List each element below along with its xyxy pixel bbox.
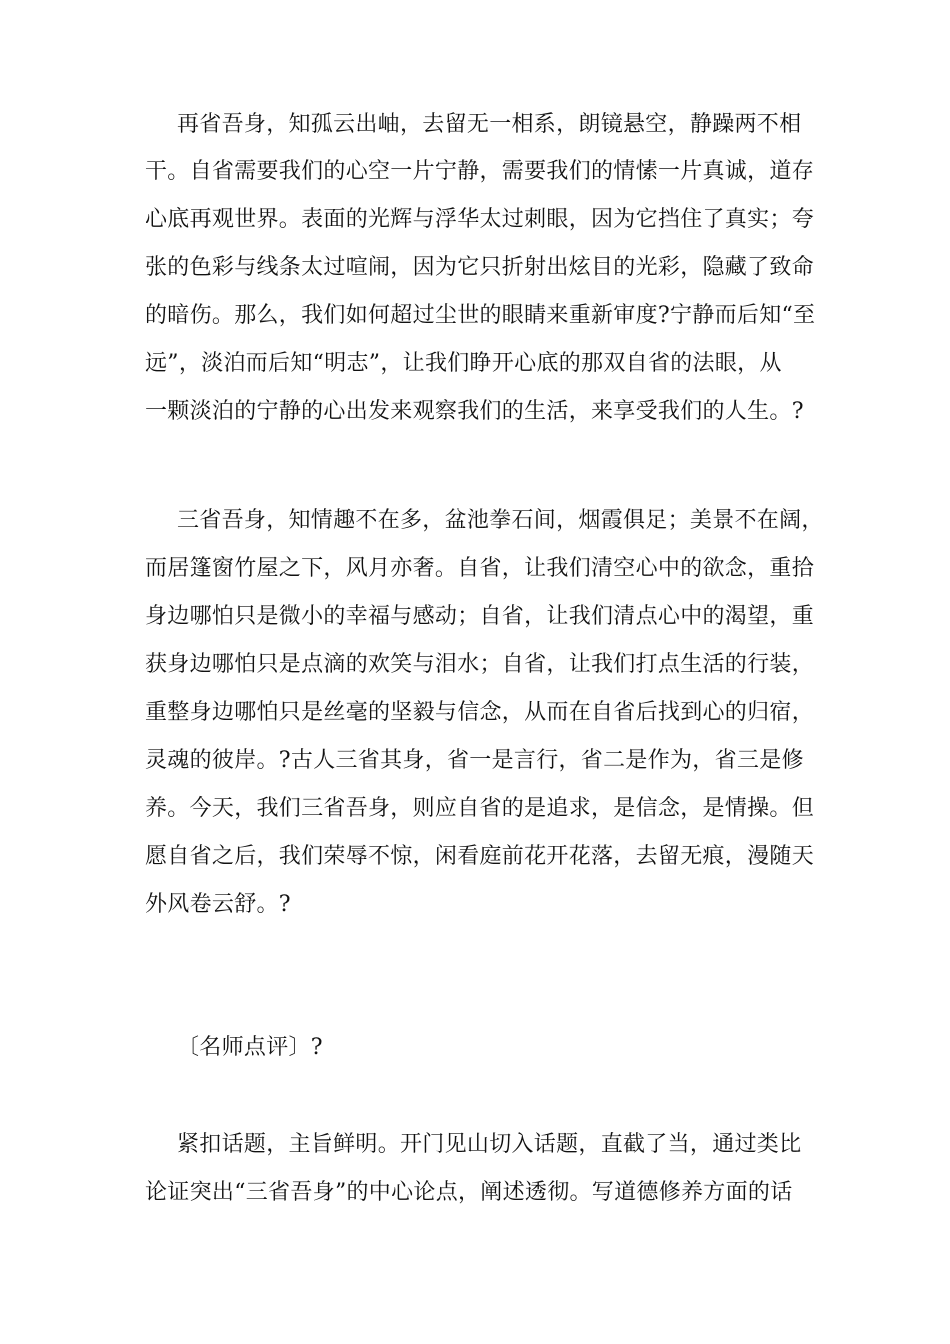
paragraph-line: 论证突出“三省吾身”的中心论点，阐述透彻。写道德修养方面的话: [145, 1180, 793, 1205]
paragraph-line: 重整身边哪怕只是丝毫的坚毅与信念，从而在自省后找到心的归宿，: [145, 700, 815, 725]
paragraph-line: 养。今天，我们三省吾身，则应自省的是追求，是信念，是情操。但: [145, 796, 815, 821]
paragraph-line: 而居篷窗竹屋之下，风月亦奢。自省，让我们清空心中的欲念，重拾: [145, 556, 815, 581]
paragraph-line: 心底再观世界。表面的光辉与浮华太过刺眼，因为它挡住了真实；夸: [145, 207, 815, 232]
paragraph-line: 愿自省之后，我们荣辱不惊，闲看庭前花开花落，去留无痕，漫随天: [145, 844, 815, 869]
paragraph-line: 干。自省需要我们的心空一片宁静，需要我们的情愫一片真诚，道存: [145, 159, 815, 184]
paragraph-line: 灵魂的彼岸。?古人三省其身，省一是言行，省二是作为，省三是修: [145, 748, 804, 773]
paragraph-line: 张的色彩与线条太过喧闹，因为它只折射出炫目的光彩，隐藏了致命: [145, 255, 815, 280]
paragraph-line: 一颗淡泊的宁静的心出发来观察我们的生活，来享受我们的人生。?: [145, 399, 804, 424]
paragraph-line: 的暗伤。那么，我们如何超过尘世的眼睛来重新审度?宁静而后知“至: [145, 303, 816, 328]
section-label: 〔名师点评〕?: [177, 1035, 323, 1060]
paragraph-line: 紧扣话题，主旨鲜明。开门见山切入话题，直截了当，通过类比: [177, 1132, 802, 1157]
paragraph-line: 外风卷云舒。?: [145, 892, 291, 917]
paragraph-line: 身边哪怕只是微小的幸福与感动；自省，让我们清点心中的渴望，重: [145, 604, 815, 629]
paragraph-line: 远”，淡泊而后知“明志”，让我们睁开心底的那双自省的法眼，从: [145, 351, 782, 376]
paragraph-line: 三省吾身，知情趣不在多，盆池拳石间，烟霞俱足；美景不在阔，: [177, 508, 824, 533]
paragraph-line: 再省吾身，知孤云出岫，去留无一相系，朗镜悬空，静躁两不相: [177, 112, 802, 137]
paragraph-line: 获身边哪怕只是点滴的欢笑与泪水；自省，让我们打点生活的行装，: [145, 652, 815, 677]
